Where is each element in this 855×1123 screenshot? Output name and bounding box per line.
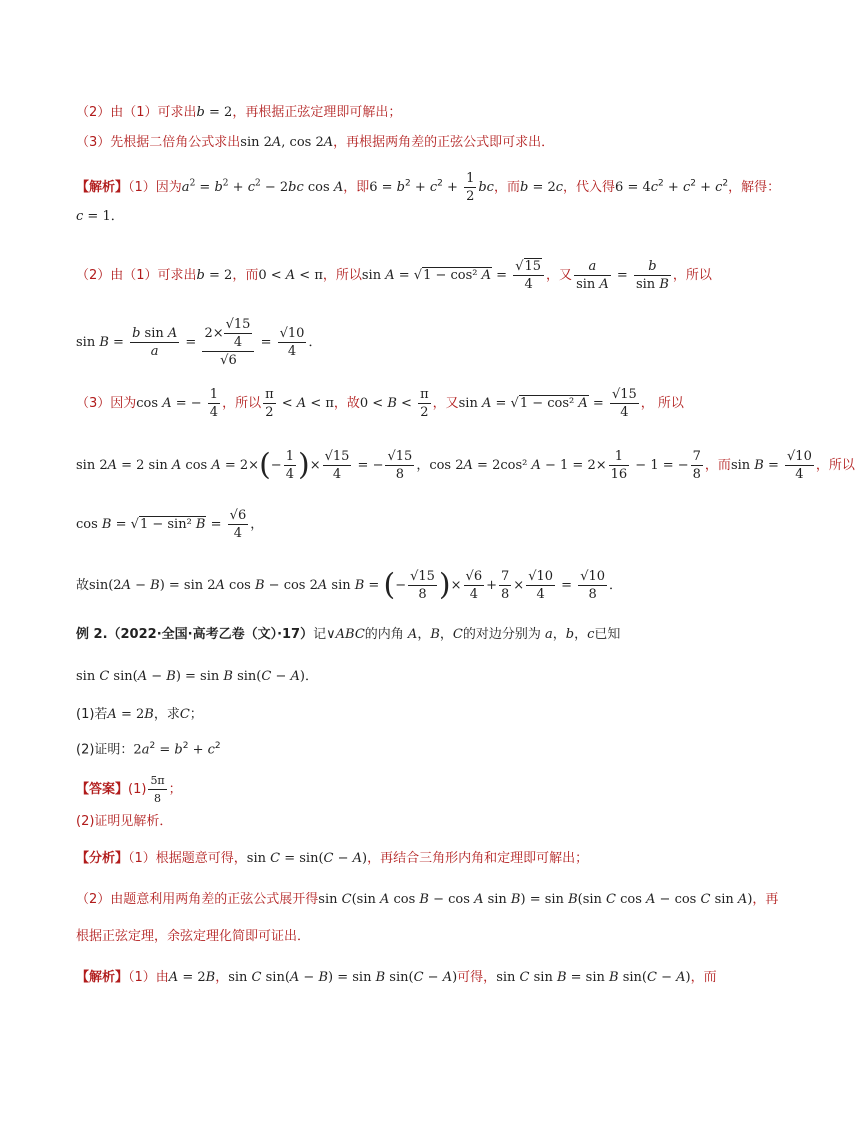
sinb-expression: sin B = $\frac{\text{b sin A}}{a}$ = 2× $\frac{√15}{4}$ √6 = $\frac{√10}{4}$ ． — [76, 317, 322, 368]
example2-solution: 【解析】（1）由A = 2B，sin C sin(A − B) = sin B sin(C − A)可得，sin C sin B = sin B sin(C − A)，而 — [76, 970, 717, 985]
analysis-part2: （2）由（1）可求出b = 2，再根据正弦定理即可解出； — [76, 105, 402, 120]
solution-part1: 【解析】（1）因为$a^2 = b^2 + c^2 - 2bc$ cos A，即$6 = b^2 + c^2$ + $\frac{1}{2}$ bc，而b = 2c，代入得$6 = 4c^2 + c^2 + c^2$，解得： — [76, 171, 781, 204]
example2-answer-part2: (2)证明见解析． — [76, 814, 173, 829]
example2-analysis2: （2）由题意利用两角差的正弦公式展开得sin C(sin A cos B − cos A sin B) = sin B(sin C cos A − cos C sin A)，再 — [76, 892, 779, 907]
solution-part3: （3）因为cos A = − $\frac{1}{4}$ ，所以 $\frac{\pi}{2}$ < A < π，故0 < B < $\frac{\pi}{2}$ ，又sin A = √1 − cos² A = $\frac{√15}{4}$ ， 所以 — [76, 387, 684, 420]
solution-part1-result: c = 1． — [76, 209, 124, 224]
cosb-line: cos B = √1 − sin² B = $\frac{√6}{4}$ ， — [76, 508, 264, 541]
example2-analysis3: 根据正弦定理，余弦定理化简即可证出． — [76, 929, 311, 944]
example2-condition: sin C sin(A − B) = sin B sin(C − A)． — [76, 669, 318, 684]
final-result-line: 故sin(2A − B) = sin 2A cos B − cos 2A sin B = (− $\frac{√15}{8}$ )× $\frac{√6}{4}$ + $\frac{7}{8}$ × $\frac{√10}{4}$ = $\frac{√10}{8}$ ． — [76, 567, 623, 603]
solution-part2: （2）由（1）可求出b = 2，而0 < A < π，所以sin A = √1 − cos² A = $\frac{√15}{4}$ ，又 $\frac{a}{\text{sin A}}$ = $\frac{b}{\text{sin B}}$ ，所以 — [76, 259, 712, 292]
example2-question2: (2)证明：$2a^2 = b^2 + c^2$ — [76, 741, 221, 758]
example2-heading: 例 2.（2022·全国·高考乙卷（文）·17）记∨ABC的内角 A，B，C的对边分别为 a，b，c已知 — [76, 627, 621, 642]
example2-answer: 【答案】(1) $\frac{5\pi}{8}$ ； — [76, 774, 182, 805]
example2-analysis1: 【分析】（1）根据题意可得，sin C = sin(C − A)，再结合三角形内角和定理即可解出； — [76, 851, 589, 866]
analysis-part3: （3）先根据二倍角公式求出sin 2A, cos 2A，再根据两角差的正弦公式即可求出． — [76, 135, 555, 150]
sin2a-cos2a-line: sin 2A = 2 sin A cos A = 2×(− $\frac{1}{4}$ )× $\frac{√15}{4}$ = − $\frac{√15}{8}$ ，cos 2A = 2cos² A − 1 = 2× $\frac{1}{16}$ − 1 = − $\frac{7}{8}$ ，而sin B = $\frac{√10}{4}$ ，所以 — [76, 447, 855, 483]
solution-tag: 【解析】 — [76, 180, 129, 195]
example2-question1: (1)若A = 2B，求C； — [76, 707, 203, 722]
